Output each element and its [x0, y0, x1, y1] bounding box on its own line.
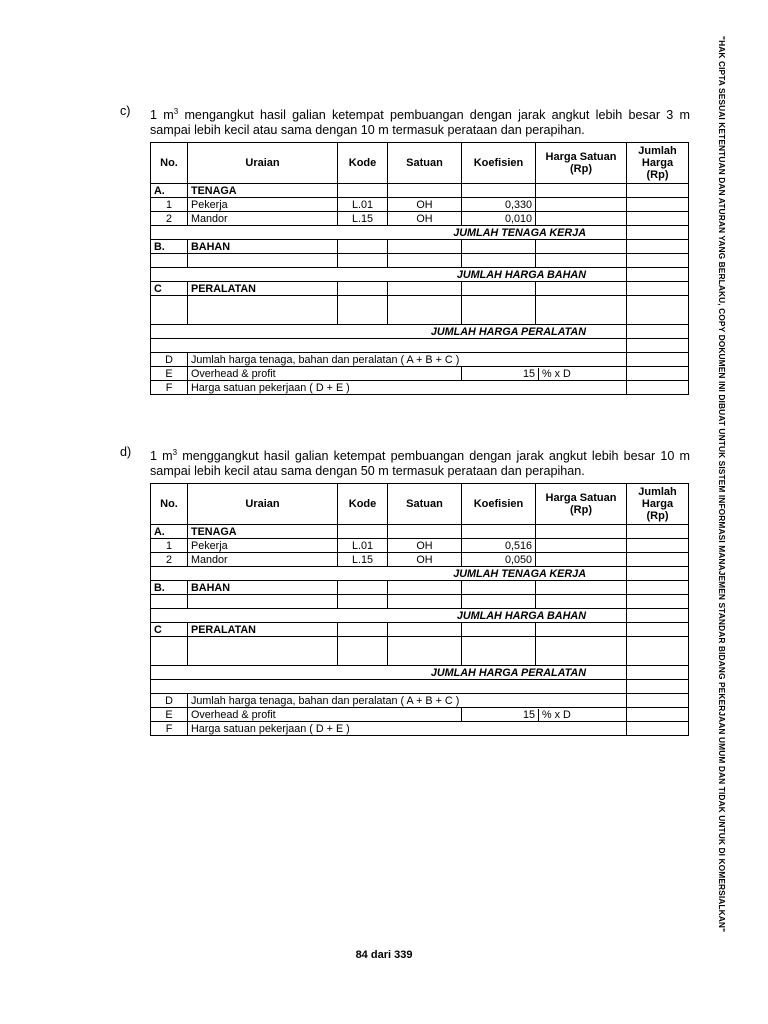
section-d-description [150, 445, 690, 479]
row-f-no: F [151, 381, 188, 395]
header-harga-satuan: Harga Satuan (Rp) [536, 484, 627, 525]
worker-code: L.01 [338, 539, 388, 553]
table-row [151, 595, 689, 609]
header-uraian: Uraian [188, 484, 338, 525]
page-number: 84 dari 339 [355, 949, 413, 961]
subtotal-peralatan-label: JUMLAH HARGA PERALATAN [151, 666, 627, 680]
header-satuan: Satuan [388, 143, 462, 184]
table-row [151, 212, 689, 226]
row-d-no: D [151, 694, 188, 708]
row-f-text: Harga satuan pekerjaan ( D + E ) [188, 381, 627, 395]
table-row [151, 637, 689, 666]
table-row [151, 296, 689, 325]
worker-unit: OH [388, 553, 462, 567]
section-d-superscript: 3 [172, 448, 178, 457]
group-a-no: A. [151, 184, 188, 198]
row-e-value: 15 [465, 368, 539, 380]
section-c-intro [120, 104, 690, 138]
table-row [151, 254, 689, 268]
row-f [151, 722, 689, 736]
header-no: No. [151, 484, 188, 525]
row-e-no: E [151, 367, 188, 381]
group-c-row [151, 623, 689, 637]
row-e-value: 15 [465, 709, 539, 721]
worker-code: L.15 [338, 212, 388, 226]
section-c-table [150, 142, 689, 395]
header-satuan: Satuan [388, 484, 462, 525]
worker-unit: OH [388, 212, 462, 226]
worker-no: 2 [151, 212, 188, 226]
worker-no: 2 [151, 553, 188, 567]
worker-name: Pekerja [188, 198, 338, 212]
header-kode: Kode [338, 143, 388, 184]
group-a-title: TENAGA [188, 525, 338, 539]
section-c-letter: c) [120, 104, 131, 118]
group-b-no: B. [151, 581, 188, 595]
group-c-row [151, 282, 689, 296]
table-header-row [151, 484, 689, 525]
table-row [151, 680, 689, 694]
section-d-letter: d) [120, 445, 132, 459]
worker-code: L.15 [338, 553, 388, 567]
worker-code: L.01 [338, 198, 388, 212]
row-e-percent [462, 708, 627, 722]
row-d [151, 694, 689, 708]
section-d-text-rest: menggangkut hasil galian ketempat pembuangan dengan jarak angkut lebih besar 10 m sampai lebih kecil atau sama dengan 50 m termasuk perataan dan perapihan. [150, 449, 691, 479]
row-e-no: E [151, 708, 188, 722]
header-kode: Kode [338, 484, 388, 525]
row-d-text: Jumlah harga tenaga, bahan dan peralatan ( A + B + C ) [188, 694, 627, 708]
worker-name: Mandor [188, 212, 338, 226]
section-c-text-start: 1 m [150, 108, 174, 123]
group-c-title: PERALATAN [188, 282, 338, 296]
subtotal-bahan-label: JUMLAH HARGA BAHAN [151, 268, 627, 282]
copyright-side-note: "HAK CIPTA SESUAI KETENTUAN DAN ATURAN YANG BERLAKU, COPY DOKUMEN INI DIBUAT UNTUK SISTEM INFORMASI MANAJEMEN STANDAR BIDANG PEKERJAAN UMUM DAN TIDAK UNTUK DI KOMERSIALKAN" [717, 36, 727, 933]
worker-name: Pekerja [188, 539, 338, 553]
worker-coef: 0,516 [462, 539, 536, 553]
worker-name: Mandor [188, 553, 338, 567]
subtotal-tenaga-row [151, 226, 689, 240]
group-c-no: C [151, 623, 188, 637]
group-b-row [151, 581, 689, 595]
section-d [120, 445, 690, 736]
row-f-no: F [151, 722, 188, 736]
row-f-text: Harga satuan pekerjaan ( D + E ) [188, 722, 627, 736]
subtotal-tenaga-label: JUMLAH TENAGA KERJA [151, 226, 627, 240]
row-e-text: Overhead & profit [188, 367, 462, 381]
worker-unit: OH [388, 198, 462, 212]
group-a-title: TENAGA [188, 184, 338, 198]
table-row [151, 539, 689, 553]
table-row [151, 198, 689, 212]
worker-coef: 0,050 [462, 553, 536, 567]
group-a-no: A. [151, 525, 188, 539]
row-d [151, 353, 689, 367]
row-d-no: D [151, 353, 188, 367]
subtotal-bahan-label: JUMLAH HARGA BAHAN [151, 609, 627, 623]
header-jumlah-harga: Jumlah Harga (Rp) [627, 484, 689, 525]
subtotal-peralatan-row [151, 325, 689, 339]
section-d-text-start: 1 m [150, 449, 173, 464]
header-uraian: Uraian [188, 143, 338, 184]
subtotal-bahan-row [151, 609, 689, 623]
worker-coef: 0,010 [462, 212, 536, 226]
section-c [120, 104, 690, 395]
worker-no: 1 [151, 198, 188, 212]
group-b-title: BAHAN [188, 581, 338, 595]
header-koefisien: Koefisien [462, 143, 536, 184]
subtotal-tenaga-row [151, 567, 689, 581]
header-no: No. [151, 143, 188, 184]
group-b-no: B. [151, 240, 188, 254]
group-b-title: BAHAN [188, 240, 338, 254]
group-a-row [151, 525, 689, 539]
header-harga-satuan: Harga Satuan (Rp) [536, 143, 627, 184]
row-e-unit: % x D [542, 708, 571, 721]
subtotal-peralatan-label: JUMLAH HARGA PERALATAN [151, 325, 627, 339]
row-e-percent [462, 367, 627, 381]
group-b-row [151, 240, 689, 254]
section-c-description [150, 104, 690, 138]
row-e [151, 367, 689, 381]
header-koefisien: Koefisien [462, 484, 536, 525]
section-c-superscript: 3 [173, 107, 179, 116]
section-d-table [150, 483, 689, 736]
header-jumlah-harga: Jumlah Harga (Rp) [627, 143, 689, 184]
row-e-unit: % x D [542, 367, 571, 380]
group-c-title: PERALATAN [188, 623, 338, 637]
section-c-text-rest: mengangkut hasil galian ketempat pembuangan dengan jarak angkut lebih besar 3 m sampai lebih kecil atau sama dengan 10 m termasuk perataan dan perapihan. [150, 108, 690, 138]
worker-coef: 0,330 [462, 198, 536, 212]
subtotal-tenaga-label: JUMLAH TENAGA KERJA [151, 567, 627, 581]
row-f [151, 381, 689, 395]
group-a-row [151, 184, 689, 198]
table-row [151, 339, 689, 353]
subtotal-bahan-row [151, 268, 689, 282]
section-d-intro [120, 445, 690, 479]
subtotal-peralatan-row [151, 666, 689, 680]
worker-unit: OH [388, 539, 462, 553]
row-e [151, 708, 689, 722]
table-row [151, 553, 689, 567]
table-header-row [151, 143, 689, 184]
group-c-no: C [151, 282, 188, 296]
row-e-text: Overhead & profit [188, 708, 462, 722]
worker-no: 1 [151, 539, 188, 553]
row-d-text: Jumlah harga tenaga, bahan dan peralatan ( A + B + C ) [188, 353, 627, 367]
